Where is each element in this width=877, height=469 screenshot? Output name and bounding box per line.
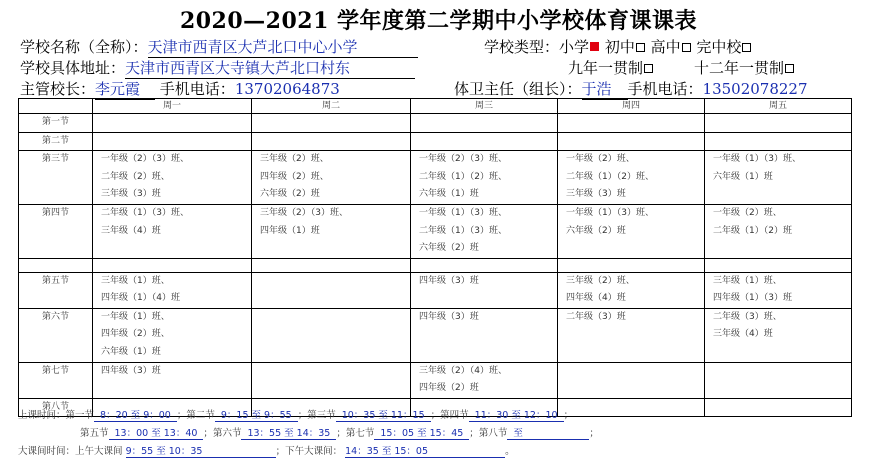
class-entry: 三年级（3）班: [101, 189, 161, 199]
pm-break-label: 下午大课间：: [285, 446, 343, 457]
period-time-label: 第一节: [65, 410, 95, 421]
class-entry: 六年级（1）班: [419, 189, 479, 199]
timetable-cell: [705, 258, 852, 272]
timetable-cell: [93, 308, 252, 362]
class-entry: 二年级（1）（2）班: [713, 225, 792, 236]
school-type-options: [559, 38, 752, 56]
class-entry: 三年级（2）（4）班、: [419, 365, 507, 376]
checked-box-icon: [590, 42, 599, 51]
period-time-value: 13：00 至 13：40: [109, 425, 204, 440]
timetable-cell: [705, 132, 852, 151]
principal-value: 李元霞: [95, 78, 155, 100]
class-entry: 六年级（2）班: [419, 243, 479, 253]
school-name-label: 学校名称（全称）：: [20, 38, 148, 56]
system-row: [568, 57, 795, 78]
period-row: [19, 132, 852, 151]
period-time-value: 9：15 至 9：55: [215, 407, 298, 422]
timetable-cell: [705, 308, 852, 362]
period-label: 第三节: [19, 151, 93, 205]
class-entry: 四年级（1）（4）班: [101, 293, 180, 303]
principal-phone-value: 13702064873: [235, 80, 385, 99]
timetable-cell: [252, 258, 411, 272]
class-entry: 二年级（1）（3）班、: [101, 208, 189, 218]
page-title: 2020—2021 学年度第二学期中小学校体育课课表: [179, 8, 698, 34]
class-entry: 二年级（2）班、: [101, 171, 170, 182]
class-entry: 二年级（3）班、: [713, 311, 782, 322]
timetable-cell: [93, 272, 252, 308]
end-mark: 。: [505, 446, 515, 457]
timetable-cell: [558, 258, 705, 272]
class-entry: 一年级（2）班、: [713, 208, 782, 218]
timetable-cell: [411, 362, 558, 398]
period-label: 第六节: [19, 308, 93, 362]
class-entry: 四年级（3）班: [419, 275, 479, 286]
class-entry: 四年级（1）（3）班: [713, 293, 792, 303]
timetable-cell: [705, 151, 852, 205]
checkbox-icon: [742, 43, 751, 52]
timetable-cell: [411, 151, 558, 205]
class-entry: 六年级（2）班: [566, 225, 626, 236]
class-entry: 一年级（2）班、: [566, 154, 635, 164]
timetable-cell: [93, 151, 252, 205]
period-label: [19, 258, 93, 272]
timetable-header-row: [19, 99, 852, 114]
period-time-label: 第八节: [478, 428, 508, 439]
school-type-option-label: 初中: [604, 38, 635, 56]
system-options: [568, 59, 795, 77]
class-entry: 一年级（1）班、: [101, 311, 170, 322]
period-time-label: 第七节: [345, 428, 375, 439]
period-row: [19, 114, 852, 133]
timetable-cell: [558, 398, 705, 417]
address-label: 学校具体地址：: [20, 59, 126, 77]
corner-cell: [19, 99, 93, 114]
class-entry: 四年级（1）班: [260, 225, 320, 236]
class-entry: 六年级（2）班: [260, 189, 320, 199]
timetable-cell: [252, 205, 411, 259]
timetable-cell: [252, 308, 411, 362]
class-entry: 三年级（1）班、: [101, 275, 170, 286]
timetable-cell: [558, 205, 705, 259]
class-entry: 四年级（3）班: [419, 311, 479, 322]
day-header: 周四: [558, 99, 705, 114]
class-entry: 四年级（2）班: [419, 383, 479, 393]
school-type-option-label: 完中校: [696, 38, 742, 56]
day-header: 周二: [252, 99, 411, 114]
timetable-cell: [705, 114, 852, 133]
period-row: [19, 308, 852, 362]
timetable-cell: [705, 272, 852, 308]
timetable-cell: [705, 205, 852, 259]
checkbox-icon: [636, 43, 645, 52]
period-label: 第四节: [19, 205, 93, 259]
school-type-row: [484, 36, 752, 57]
pe-head-row: [454, 78, 811, 100]
class-time-label: 上课时间：: [18, 410, 66, 421]
timetable-cell: [93, 362, 252, 398]
timetable-cell: [411, 205, 558, 259]
class-entry: 二年级（1）（3）班、: [419, 225, 507, 236]
period-time-label: 第三节: [307, 410, 336, 421]
timetable-cell: [558, 151, 705, 205]
day-header: 周五: [705, 99, 852, 114]
day-header: 周三: [411, 99, 558, 114]
class-entry: 六年级（1）班: [101, 346, 161, 357]
class-entry: 一年级（2）（3）班、: [419, 154, 507, 164]
period-label: 第五节: [19, 272, 93, 308]
class-entry: 三年级（2）班、: [566, 275, 635, 286]
period-time-value: 11：30 至 12：10: [469, 407, 564, 422]
period-time-label: 第四节: [440, 410, 469, 421]
timetable-cell: [558, 114, 705, 133]
class-entry: 四年级（2）班、: [260, 171, 329, 182]
pe-timetable: [18, 98, 852, 417]
period-time-label: 第六节: [212, 428, 242, 439]
day-header: 周一: [93, 99, 252, 114]
class-entry: 四年级（3）班: [101, 365, 161, 376]
period-time-value: 10：35 至 11：15: [336, 407, 431, 422]
timetable-cell: [93, 132, 252, 151]
timetable-cell: [411, 132, 558, 151]
school-name-value: 天津市西青区大芦北口中心小学: [148, 36, 418, 58]
school-type-option-label: 高中: [650, 38, 681, 56]
timetable-cell: [252, 132, 411, 151]
class-entry: 三年级（4）班: [101, 225, 161, 236]
timetable-cell: [93, 114, 252, 133]
pe-head-phone-label: 手机电话：: [627, 80, 703, 98]
timetable-cell: [705, 398, 852, 417]
timetable-cell: [252, 362, 411, 398]
class-entry: 三年级（4）班: [713, 329, 773, 339]
timetable-cell: [558, 362, 705, 398]
period-row: [19, 151, 852, 205]
timetable-cell: [93, 205, 252, 259]
class-entry: 一年级（1）（3）班、: [419, 208, 507, 218]
class-entry: 一年级（2）（3）班、: [101, 154, 189, 164]
break-time-label: 大课间时间：: [18, 446, 76, 457]
timetable-cell: [93, 258, 252, 272]
period-time-label: 第二节: [186, 410, 215, 421]
address-value: 天津市西青区大寺镇大芦北口村东: [125, 57, 415, 79]
timetable-cell: [252, 114, 411, 133]
school-type-label: 学校类型：: [484, 38, 560, 56]
class-entry: 一年级（1）（3）班、: [566, 208, 654, 218]
school-name-row: [20, 36, 418, 58]
checkbox-icon: [682, 43, 691, 52]
class-entry: 三年级（3）班: [566, 189, 626, 199]
class-entry: 四年级（2）班、: [101, 329, 170, 339]
timetable-cell: [252, 272, 411, 308]
timetable-cell: [558, 308, 705, 362]
timetable-cell: [411, 258, 558, 272]
period-time-value: 13：55 至 14：35: [241, 425, 336, 440]
period-time-label: 第五节: [80, 428, 109, 439]
timetable-cell: [252, 151, 411, 205]
principal-label: 主管校长：: [20, 80, 96, 98]
timetable-cell: [411, 272, 558, 308]
pe-head-phone-value: 13502078227: [703, 80, 811, 99]
class-entry: 一年级（1）（3）班、: [713, 154, 801, 164]
principal-phone-label: 手机电话：: [159, 80, 235, 98]
period-row: [19, 205, 852, 259]
checkbox-icon: [644, 64, 653, 73]
pe-head-value: 于浩: [582, 78, 628, 100]
class-entry: 六年级（1）班: [713, 171, 773, 182]
period-time-value: 至: [507, 425, 589, 440]
class-entry: 二年级（3）班: [566, 311, 626, 322]
period-row: [19, 362, 852, 398]
period-row: [19, 272, 852, 308]
class-entry: 二年级（1）（2）班、: [419, 171, 507, 182]
am-break-value: 9：55 至 10：35: [126, 443, 276, 458]
timetable-cell: [558, 272, 705, 308]
timetable-cell: [705, 362, 852, 398]
pe-head-label: 体卫主任（组长）：: [454, 80, 582, 98]
timetable-cell: [411, 308, 558, 362]
class-entry: 三年级（1）班、: [713, 275, 782, 286]
class-entry: 四年级（4）班: [566, 293, 626, 303]
class-entry: 三年级（2）班、: [260, 154, 329, 164]
period-label: 第八节: [19, 398, 93, 417]
class-time-line-2: 第五节 13：00 至 13：40 ；第六节 13：55 至 14：35 ；第七节 15：05 至 15：45 ；第八节 至 ；: [80, 425, 599, 440]
period-label: 第二节: [19, 132, 93, 151]
pm-break-value: 14：35 至 15：05: [345, 443, 505, 458]
period-time-value: 8：20 至 9：00: [94, 407, 177, 422]
principal-row: [20, 78, 385, 100]
period-time-value: 15：05 至 15：45: [374, 425, 469, 440]
class-time-line-1: 上课时间：第一节 8：20 至 9：00 ；第二节 9：15 至 9：55 ；第三节 10：35 至 11：15 ；第四节 11：30 至 12：10 ；: [18, 407, 573, 422]
school-type-option-label: 小学: [559, 38, 590, 56]
system-option-label: 十二年一贯制: [694, 59, 785, 77]
period-label: 第一节: [19, 114, 93, 133]
period-label: 第七节: [19, 362, 93, 398]
address-row: [20, 57, 415, 79]
checkbox-icon: [785, 64, 794, 73]
class-entry: 二年级（1）（2）班、: [566, 171, 654, 182]
class-entry: 三年级（2）（3）班、: [260, 208, 348, 218]
timetable-cell: [558, 132, 705, 151]
am-break-label: 上午大课间: [75, 446, 123, 457]
break-time-line: 大课间时间：上午大课间 9：55 至 10：35 ；下午大课间： 14：35 至 15：05 。: [18, 443, 515, 458]
timetable-cell: [411, 114, 558, 133]
system-option-label: 九年一贯制: [568, 59, 644, 77]
period-row: [19, 258, 852, 272]
